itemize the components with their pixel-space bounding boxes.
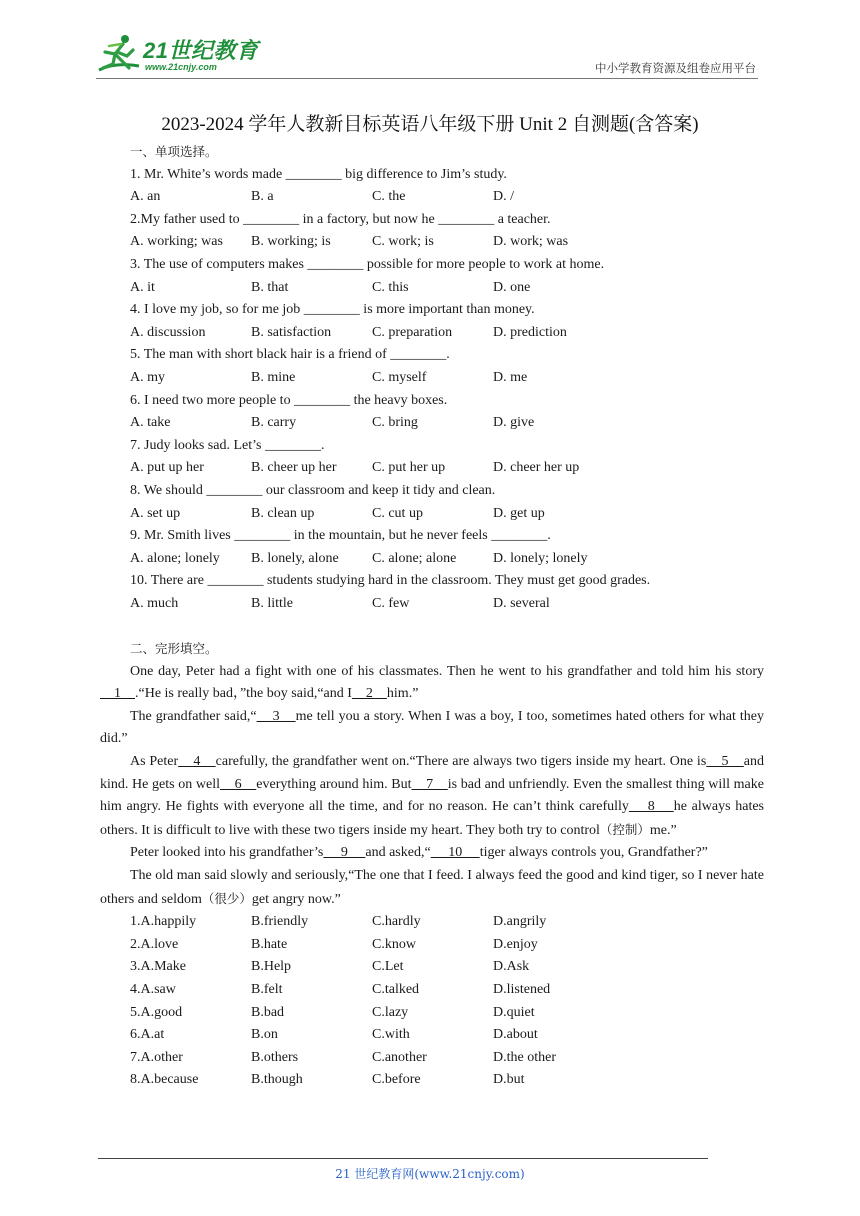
option-c: C. myself — [372, 369, 427, 385]
option-b: B. clean up — [251, 505, 315, 521]
cloze-paragraph: The old man said slowly and seriously,“The one that I feed. I always feed the good and kind tiger, so I never hate others and seldom（很少）get angry now.” — [100, 868, 764, 907]
logo — [95, 32, 260, 80]
blank-3: 3 — [256, 708, 296, 724]
option-d: D.Ask — [493, 959, 530, 975]
option-b: B. cheer up her — [251, 460, 337, 476]
question-text: 4. I love my job, so for me job ________ is more important than money. — [130, 302, 535, 318]
answer-options — [100, 231, 764, 254]
option-d: D. / — [493, 189, 514, 205]
option-c: C. this — [372, 279, 409, 295]
option-c: C. cut up — [372, 505, 423, 521]
option-c: C. preparation — [372, 324, 453, 340]
cloze-passage — [100, 661, 764, 912]
answer-options — [100, 367, 764, 390]
option-b: B.hate — [251, 936, 288, 952]
platform-tagline: 中小学教育资源及组卷应用平台 — [595, 61, 756, 75]
option-b: B. satisfaction — [251, 324, 332, 340]
question-text: 8. We should ________ our classroom and keep it tidy and clean. — [130, 482, 496, 498]
question-text: 3. The use of computers makes ________ possible for more people to work at home. — [130, 256, 605, 272]
option-b: B. little — [251, 595, 293, 611]
option-d: D.the other — [493, 1049, 556, 1065]
spacer — [100, 615, 764, 638]
option-d: D.angrily — [493, 914, 547, 930]
option-a: A. working; was — [130, 234, 223, 250]
question-text: 2.My father used to ________ in a factory, but now he ________ a teacher. — [130, 211, 551, 227]
option-d: D. prediction — [493, 324, 567, 340]
option-b: B. working; is — [251, 234, 331, 250]
option-b: B. lonely, alone — [251, 550, 339, 566]
option-a: 6.A.at — [130, 1027, 165, 1043]
option-c: C.with — [372, 1027, 410, 1043]
option-a: 1.A.happily — [130, 914, 197, 930]
option-c: C. bring — [372, 415, 418, 431]
cloze-options-list — [100, 911, 764, 1092]
option-d: D. work; was — [493, 234, 569, 250]
cloze-option-row — [100, 1024, 764, 1047]
option-c: C. alone; alone — [372, 550, 457, 566]
option-a: A. an — [130, 189, 161, 205]
option-a: 5.A.good — [130, 1004, 183, 1020]
cloze-paragraph: Peter looked into his grandfather’s 9 and asked,“ 10 tiger always controls you, Grandfather?” — [130, 845, 708, 861]
cloze-paragraph: One day, Peter had a fight with one of his classmates. Then he went to his grandfather and told him his story 1 .“He is really bad，”the boy said,“and I 2 him.” — [100, 663, 764, 702]
question-text: 6. I need two more people to ________ the heavy boxes. — [130, 392, 448, 408]
option-a: 4.A.saw — [130, 981, 176, 997]
header-divider — [96, 78, 758, 79]
blank-9: 9 — [323, 845, 366, 861]
cloze-option-row — [100, 1002, 764, 1025]
option-b: B.on — [251, 1027, 278, 1043]
option-b: B. a — [251, 189, 274, 205]
page-title: 2023-2024 学年人教新目标英语八年级下册 Unit 2 自测题(含答案) — [161, 114, 699, 135]
option-b: B.friendly — [251, 914, 309, 930]
option-b: B. carry — [251, 415, 297, 431]
cloze-option-row — [100, 1069, 764, 1092]
option-d: D.but — [493, 1072, 525, 1088]
blank-1: 1 — [100, 686, 135, 702]
option-b: B.Help — [251, 959, 292, 975]
option-c: C. work; is — [372, 234, 434, 250]
option-a: A. it — [130, 279, 155, 295]
document-body — [100, 141, 764, 1092]
cloze-paragraph: The grandfather said,“ 3 me tell you a story. When I was a boy, I too, sometimes hated others for what they did.” — [100, 708, 765, 747]
option-d: D.enjoy — [493, 936, 538, 952]
option-a: 2.A.love — [130, 936, 179, 952]
answer-options — [100, 186, 764, 209]
option-c: C.Let — [372, 959, 404, 975]
section-heading-2: 二、完形填空。 — [130, 641, 218, 657]
option-c: C. few — [372, 595, 410, 611]
option-b: B. that — [251, 279, 289, 295]
cloze-paragraph: As Peter 4 carefully, the grandfather went on.“There are always two tigers inside my heart. One is 5 and kind. He gets on well 6 everything around him. But 7 is bad and unfriendly. Even the smallest thing will make him angry. He fights with everyone all the time, and for no reason. He can’t think carefully 8 he always hates others. It is difficult to live with these two tigers inside my heart. They both try to control（控制）me.” — [100, 754, 765, 838]
option-a: A. take — [130, 415, 171, 431]
option-d: D. several — [493, 595, 550, 611]
cloze-option-row — [100, 979, 764, 1002]
option-b: B.felt — [251, 981, 283, 997]
option-c: C. put her up — [372, 460, 446, 476]
option-b: B. mine — [251, 369, 296, 385]
answer-options — [100, 548, 764, 571]
answer-options — [100, 457, 764, 480]
logo-name: 21世纪教育 — [143, 38, 259, 63]
answer-options — [100, 503, 764, 526]
answer-options — [100, 412, 764, 435]
blank-8: 8 — [628, 799, 674, 815]
question-text: 9. Mr. Smith lives ________ in the mountain, but he never feels ________. — [130, 528, 551, 544]
blank-7: 7 — [411, 776, 448, 792]
option-c: C.before — [372, 1072, 421, 1088]
option-c: C.hardly — [372, 914, 421, 930]
option-d: D.quiet — [493, 1004, 535, 1020]
option-c: C.know — [372, 936, 416, 952]
option-a: A. discussion — [130, 324, 206, 340]
option-b: B.bad — [251, 1004, 285, 1020]
option-d: D.about — [493, 1027, 538, 1043]
option-a: A. put up her — [130, 460, 204, 476]
cloze-option-row — [100, 956, 764, 979]
logo-url: www.21cnjy.com — [145, 62, 217, 72]
option-a: A. alone; lonely — [130, 550, 220, 566]
question-text: 10. There are ________ students studying hard in the classroom. They must get good grades. — [130, 573, 651, 589]
option-a: A. set up — [130, 505, 181, 521]
option-c: C.lazy — [372, 1004, 409, 1020]
answer-options — [100, 593, 764, 616]
option-d: D. one — [493, 279, 531, 295]
page-header — [0, 0, 860, 85]
question-text: 1. Mr. White’s words made ________ big difference to Jim’s study. — [130, 166, 507, 182]
option-c: C.talked — [372, 981, 420, 997]
option-a: A. my — [130, 369, 165, 385]
section-heading-1: 一、单项选择。 — [130, 144, 218, 159]
option-d: D. give — [493, 415, 535, 431]
blank-4: 4 — [178, 754, 216, 770]
option-a: 8.A.because — [130, 1072, 199, 1088]
question-text: 5. The man with short black hair is a friend of ________. — [130, 347, 450, 363]
option-c: C.another — [372, 1049, 427, 1065]
option-d: D. cheer her up — [493, 460, 580, 476]
footer-link[interactable]: 21 世纪教育网(www.21cnjy.com) — [335, 1167, 525, 1181]
question-text: 7. Judy looks sad. Let’s ________. — [130, 437, 325, 453]
runner-logo-icon — [95, 32, 143, 78]
option-b: B.others — [251, 1049, 299, 1065]
option-a: 3.A.Make — [130, 959, 186, 975]
blank-2: 2 — [351, 686, 387, 702]
option-b: B.though — [251, 1072, 303, 1088]
option-d: D.listened — [493, 981, 551, 997]
option-d: D. me — [493, 369, 528, 385]
cloze-option-row — [100, 934, 764, 957]
multiple-choice-list — [100, 164, 764, 616]
option-d: D. get up — [493, 505, 545, 521]
footer-divider — [98, 1158, 708, 1159]
answer-options — [100, 322, 764, 345]
option-d: D. lonely; lonely — [493, 550, 588, 566]
option-a: A. much — [130, 595, 179, 611]
blank-10: 10 — [430, 845, 480, 861]
cloze-option-row — [100, 911, 764, 934]
option-c: C. the — [372, 189, 406, 205]
cloze-option-row — [100, 1047, 764, 1070]
blank-5: 5 — [706, 754, 744, 770]
blank-6: 6 — [220, 776, 257, 792]
option-a: 7.A.other — [130, 1049, 183, 1065]
answer-options — [100, 277, 764, 300]
